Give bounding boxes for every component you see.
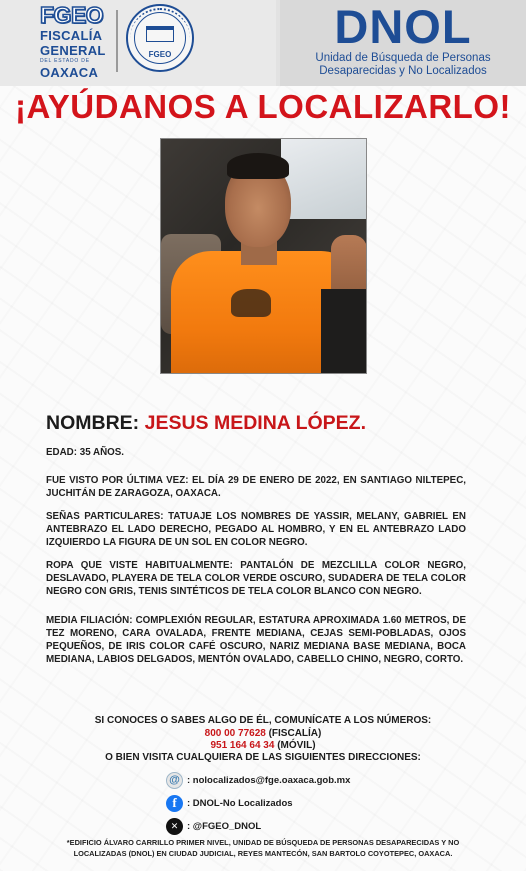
fge-logo-line2: GENERAL: [40, 43, 106, 58]
fge-seal-logo: [126, 4, 194, 72]
fge-logo-line3: DEL ESTADO DE: [40, 58, 90, 64]
phone-movil-note: (MÓVIL): [274, 740, 316, 751]
clothing-text: ROPA QUE VISTE HABITUALMENTE: PANTALÓN DE MEZCLILLA COLOR NEGRO, DESLAVADO, PLAYERA DE TELA COLOR VERDE OSCURO, SUDADERA DE TELA COLOR NEGRO CON GRIS, TENIS SINTÉTICOS DE TELA COLOR BLANCO CON NEGRO.: [46, 560, 466, 597]
person-name: JESUS MEDINA LÓPEZ.: [144, 412, 366, 434]
phone-fiscalia[interactable]: 800 00 77628: [204, 728, 266, 739]
fge-panel: [0, 0, 276, 86]
person-name-row: [46, 411, 486, 435]
email-address[interactable]: : nolocalizados@fge.oaxaca.gob.mx: [187, 774, 351, 786]
phone-line-2: [0, 740, 526, 753]
dnol-subtitle-line1: Unidad de Búsqueda de Personas: [315, 52, 491, 64]
twitter-contact[interactable]: [166, 818, 386, 834]
dnol-subtitle: [280, 52, 526, 78]
phone-line-1: [0, 728, 526, 741]
fge-logo: [40, 4, 114, 79]
age-text: EDAD: 35 AÑOS.: [46, 447, 125, 458]
dnol-logo: DNOL: [334, 0, 472, 53]
fge-logo-mark: FGEO: [40, 2, 104, 28]
fge-logo-line1: FISCALÍA: [40, 28, 103, 43]
fge-logo-line4: OAXACA: [40, 65, 99, 80]
physical-description-text: MEDIA FILIACIÓN: COMPLEXIÓN REGULAR, ESTATURA APROXIMADA 1.60 METROS, DE TEZ MORENO, CARA OVALADA, FRENTE MEDIANA, CEJAS SEMI-POBLADAS, OJOS PEQUEÑOS, DE IRIS COLOR CAFÉ OSCURO, NARIZ MEDIANA BASE MEDIANA, BOCA MEDIANA, LABIOS DELGADOS, MENTÓN OVALADO, CABELLO CHINO, NEGRO, CORTO.: [46, 615, 466, 665]
dnol-subtitle-line2: Desaparecidas y No Localizados: [319, 65, 487, 77]
name-label: NOMBRE:: [46, 412, 140, 434]
last-seen-text: FUE VISTO POR ÚLTIMA VEZ: EL DÍA 29 DE ENERO DE 2022, EN SANTIAGO NILTEPEC, JUCHITÁN DE ZARAGOZA, OAXACA.: [46, 475, 466, 499]
seal-text: FGEO: [148, 50, 172, 59]
facebook-icon: f: [166, 795, 183, 812]
phone-movil[interactable]: 951 164 64 34: [210, 740, 275, 751]
facebook-contact[interactable]: [166, 795, 386, 811]
dnol-panel: [280, 0, 526, 86]
visit-text: O BIEN VISITA CUALQUIERA DE LAS SIGUIENTES DIRECCIONES:: [105, 752, 421, 763]
mail-icon: @: [166, 772, 183, 789]
seal-building-icon: [146, 26, 174, 42]
facebook-page[interactable]: : DNOL-No Localizados: [187, 797, 293, 809]
missing-person-photo: [160, 138, 367, 374]
contact-intro: SI CONOCES O SABES ALGO DE ÉL, COMUNÍCATE A LOS NÚMEROS:: [94, 715, 432, 726]
header-banner: [0, 0, 526, 86]
header-divider: [116, 10, 118, 72]
email-contact[interactable]: [166, 772, 386, 788]
distinguishing-marks-text: SEÑAS PARTICULARES: TATUAJE LOS NOMBRES DE YASSIR, MELANY, GABRIEL EN ANTEBRAZO EL LADO DERECHO, PEGADO AL HOMBRO, Y EN EL ANTEBRAZO LADO IZQUIERDO LA FIGURA DE UN SOL EN COLOR NEGRO.: [46, 511, 466, 548]
footer-address: *EDIFICIO ÁLVARO CARRILLO PRIMER NIVEL, UNIDAD DE BÚSQUEDA DE PERSONAS DESAPARECIDAS Y NO LOCALIZADAS (DNOL) EN CIUDAD JUDICIAL, REYES MANTECÓN, SAN BARTOLO COYOTEPEC, OAXACA.: [66, 838, 460, 858]
headline: ¡AYÚDANOS A LOCALIZARLO!: [15, 88, 511, 125]
x-icon: ✕: [166, 818, 183, 835]
twitter-handle[interactable]: : @FGEO_DNOL: [187, 820, 262, 832]
phone-fiscalia-note: (FISCALÍA): [265, 728, 322, 739]
